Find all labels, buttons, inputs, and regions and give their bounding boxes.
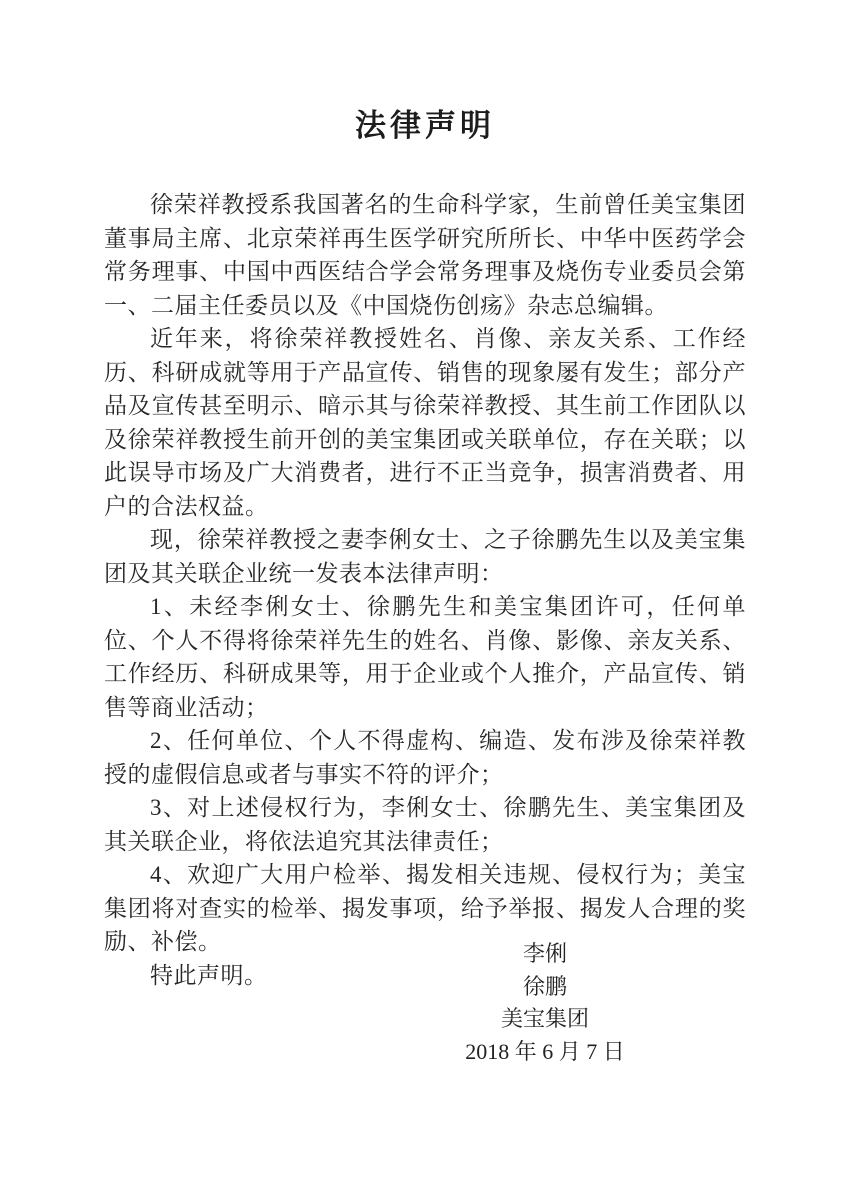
signatory-xu-peng: 徐鹏: [522, 973, 567, 999]
paragraph-clause-2: 2、任何单位、个人不得虚构、编造、发布涉及徐荣祥教授的虚假信息或者与事实不符的评介；: [104, 728, 746, 787]
signatory-li-li: 李俐: [522, 941, 567, 966]
document-title: 法律声明: [355, 108, 495, 143]
paragraph-problem-description: 近年来，将徐荣祥教授姓名、肖像、亲友关系、工作经历、科研成就等用于产品宣传、销售的现象屡有发生；部分产品及宣传甚至明示、暗示其与徐荣祥教授、其生前工作团队以及徐荣祥教授生前开创的美宝集团或关联单位，存在关联；以此误导市场及广大消费者，进行不正当竞争，损害消费者、用户的合法权益。: [104, 326, 746, 519]
signatory-mebo-group: 美宝集团: [500, 1006, 589, 1031]
paragraph-closing-statement: 特此声明。: [150, 962, 268, 988]
paragraph-clause-4: 4、欢迎广大用户检举、揭发相关违规、侵权行为；美宝集团将对查实的检举、揭发事项，给予举报、揭发人合理的奖励、补偿。: [104, 862, 746, 954]
paragraph-clause-1: 1、未经李俐女士、徐鹏先生和美宝集团许可，任何单位、个人不得将徐荣祥先生的姓名、肖像、影像、亲友关系、工作经历、科研成果等，用于企业或个人推介，产品宣传、销售等商业活动；: [104, 594, 746, 720]
signature-block: [415, 938, 675, 1068]
paragraph-statement-lead-in: 现，徐荣祥教授之妻李俐女士、之子徐鹏先生以及美宝集团及其关联企业统一发表本法律声明：: [104, 527, 746, 586]
signature-date: 2018 年 6 月 7 日: [465, 1038, 625, 1064]
paragraph-clause-3: 3、对上述侵权行为，李俐女士、徐鹏先生、美宝集团及其关联企业，将依法追究其法律责任；: [104, 795, 746, 854]
document-body: [104, 188, 746, 992]
paragraph-professor-intro: 徐荣祥教授系我国著名的生命科学家，生前曾任美宝集团董事局主席、北京荣祥再生医学研究所所长、中华中医药学会常务理事、中国中西医结合学会常务理事及烧伤专业委员会第一、二届主任委员以及《中国烧伤创疡》杂志总编辑。: [104, 192, 746, 318]
